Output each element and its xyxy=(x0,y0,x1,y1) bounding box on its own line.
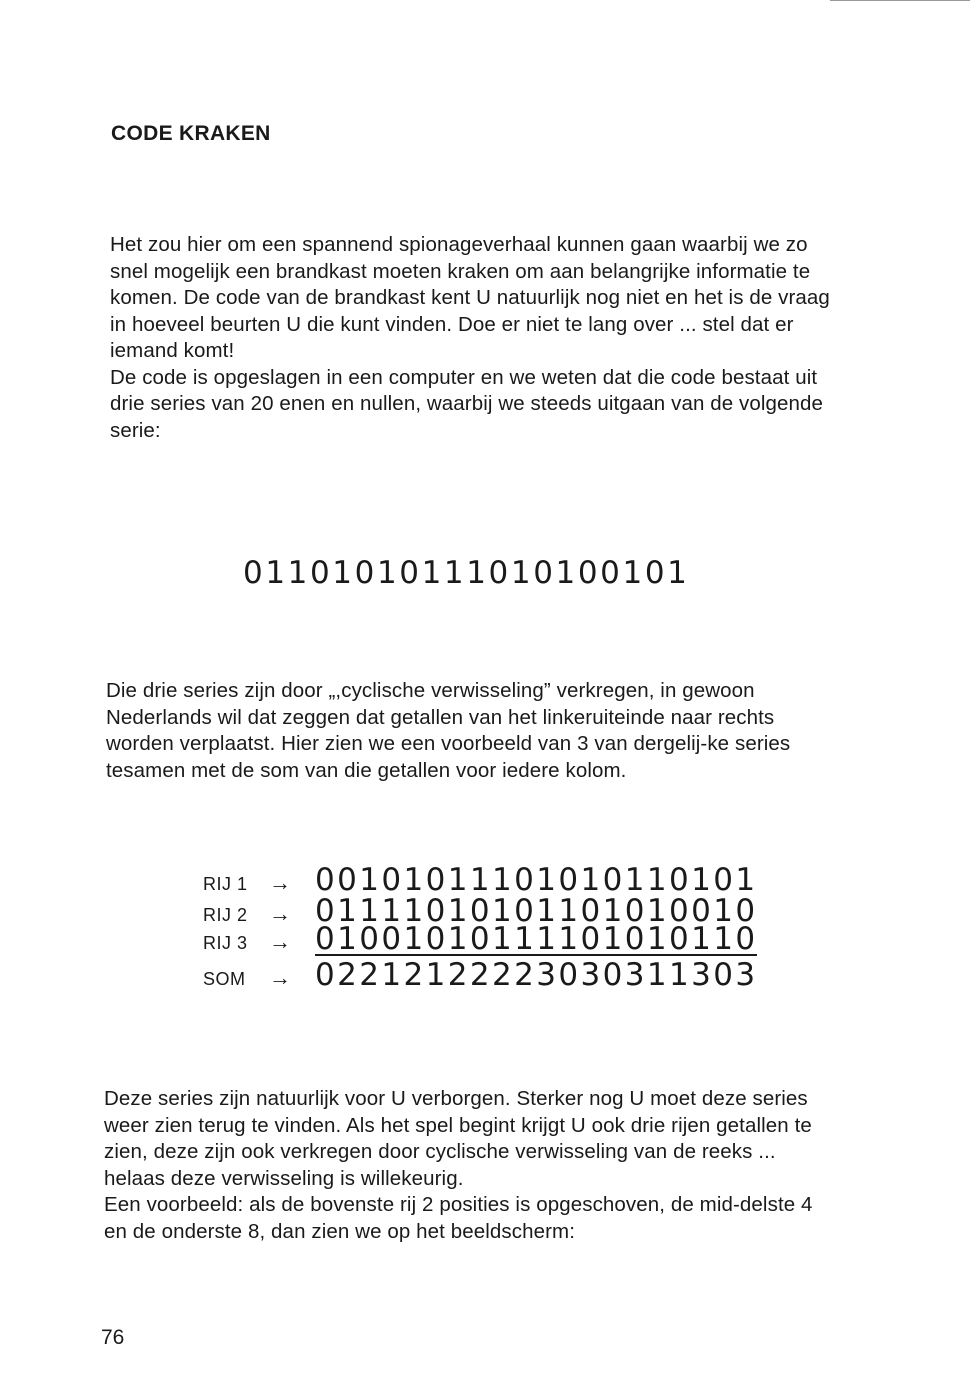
sum-values: 02212122223030311303 xyxy=(315,957,758,993)
intro-text xyxy=(110,232,840,444)
example-row-1 xyxy=(203,862,758,898)
arrow-icon: → xyxy=(269,965,291,990)
example-row-2 xyxy=(203,893,758,929)
section-title: CODE KRAKEN xyxy=(111,122,271,145)
intro-paragraph: De code is opgeslagen in een computer en we weten dat die code bestaat uit drie series van 20 enen en nullen, waarbij we steeds uitgaan van de volgende serie: xyxy=(110,365,824,442)
scan-edge-line xyxy=(830,0,970,1)
explanation-paragraph: Die drie series zijn door „,cyclische verwisseling” verkregen, in gewoon Nederlands wil dat zeggen dat getallen van het linkeruiteinde naar rechts worden verplaatst. Hier zien we een voorbeeld van 3 van dergelij-ke series tesamen met de som van die getallen voor iedere kolom. xyxy=(106,679,791,782)
row-values: 00101011101010110101 xyxy=(315,862,758,898)
base-series: 01101010111010100101 xyxy=(243,555,690,591)
closing-paragraph: Een voorbeeld: als de bovenste rij 2 posities is opgeschoven, de mid-delste 4 en de onderste 8, dan zien we op het beeldscherm: xyxy=(104,1193,813,1243)
arrow-icon: → xyxy=(269,901,291,926)
example-sum-row xyxy=(203,957,758,993)
arrow-icon: → xyxy=(269,870,291,895)
row-label: RIJ 3 xyxy=(203,933,248,953)
arrow-icon: → xyxy=(269,929,291,954)
example-table xyxy=(203,862,758,993)
example-row-3 xyxy=(203,921,758,957)
explanation-text xyxy=(106,678,836,784)
row-label: RIJ 2 xyxy=(203,905,248,925)
intro-paragraph: Het zou hier om een spannend spionageverhaal kunnen gaan waarbij we zo snel mogelijk een brandkast moeten kraken om aan belangrijke informatie te komen. De code van de brandkast kent U natuurlijk nog niet en het is de vraag in hoeveel beurten U die kunt vinden. Doe er niet te lang over ... stel dat er iemand komt! xyxy=(110,233,830,362)
closing-paragraph: Deze series zijn natuurlijk voor U verborgen. Sterker nog U moet deze series weer zien terug te vinden. Als het spel begint krijgt U ook drie rijen getallen te zien, deze zijn ook verkregen door cyclische verwisseling van de reeks ... helaas deze verwisseling is willekeurig. xyxy=(104,1087,812,1190)
page-number: 76 xyxy=(101,1326,125,1349)
sum-label: SOM xyxy=(203,969,246,989)
row-label: RIJ 1 xyxy=(203,874,248,894)
closing-text xyxy=(104,1086,834,1245)
row-values: 01001010111101010110 xyxy=(315,921,758,957)
row-values: 01111010101101010010 xyxy=(315,893,758,929)
